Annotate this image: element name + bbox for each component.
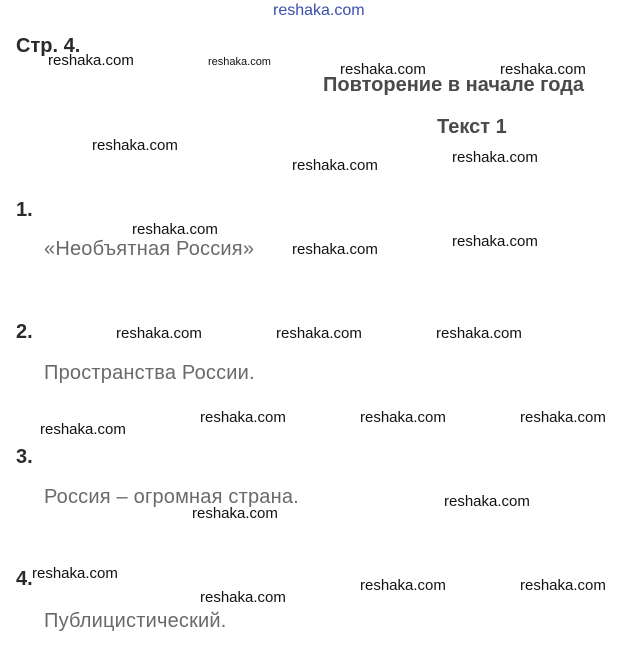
- question-number-3: 3.: [16, 446, 33, 468]
- question-number-2: 2.: [16, 321, 33, 343]
- watermark: reshaka.com: [200, 589, 286, 606]
- watermark: reshaka.com: [452, 149, 538, 166]
- watermark: reshaka.com: [116, 325, 202, 342]
- question-number-1: 1.: [16, 199, 33, 221]
- watermark: reshaka.com: [444, 493, 530, 510]
- watermark: reshaka.com: [520, 577, 606, 594]
- watermark: reshaka.com: [32, 565, 118, 582]
- watermark: reshaka.com: [132, 221, 218, 238]
- answer-3: Россия – огромная страна.: [44, 486, 299, 508]
- watermark: reshaka.com: [360, 409, 446, 426]
- watermark: reshaka.com: [292, 241, 378, 258]
- text-label: Текст 1: [437, 116, 507, 138]
- question-number-4: 4.: [16, 568, 33, 590]
- watermark: reshaka.com: [40, 421, 126, 438]
- watermark: reshaka.com: [48, 52, 134, 69]
- watermark: reshaka.com: [208, 56, 271, 68]
- watermark: reshaka.com: [200, 409, 286, 426]
- watermark: reshaka.com: [92, 137, 178, 154]
- answer-1: «Необъятная Россия»: [44, 238, 255, 260]
- watermark-top: reshaka.com: [273, 2, 365, 19]
- watermark: reshaka.com: [192, 505, 278, 522]
- watermark: reshaka.com: [360, 577, 446, 594]
- page-number: Стр. 4.: [16, 35, 81, 57]
- watermark: reshaka.com: [436, 325, 522, 342]
- watermark: reshaka.com: [340, 61, 426, 78]
- watermark: reshaka.com: [292, 157, 378, 174]
- watermark: reshaka.com: [520, 409, 606, 426]
- answer-2: Пространства России.: [44, 362, 255, 384]
- section-title: Повторение в начале года: [323, 74, 585, 96]
- watermark: reshaka.com: [276, 325, 362, 342]
- answer-4: Публицистический.: [44, 610, 227, 632]
- watermark: reshaka.com: [452, 233, 538, 250]
- watermark: reshaka.com: [500, 61, 586, 78]
